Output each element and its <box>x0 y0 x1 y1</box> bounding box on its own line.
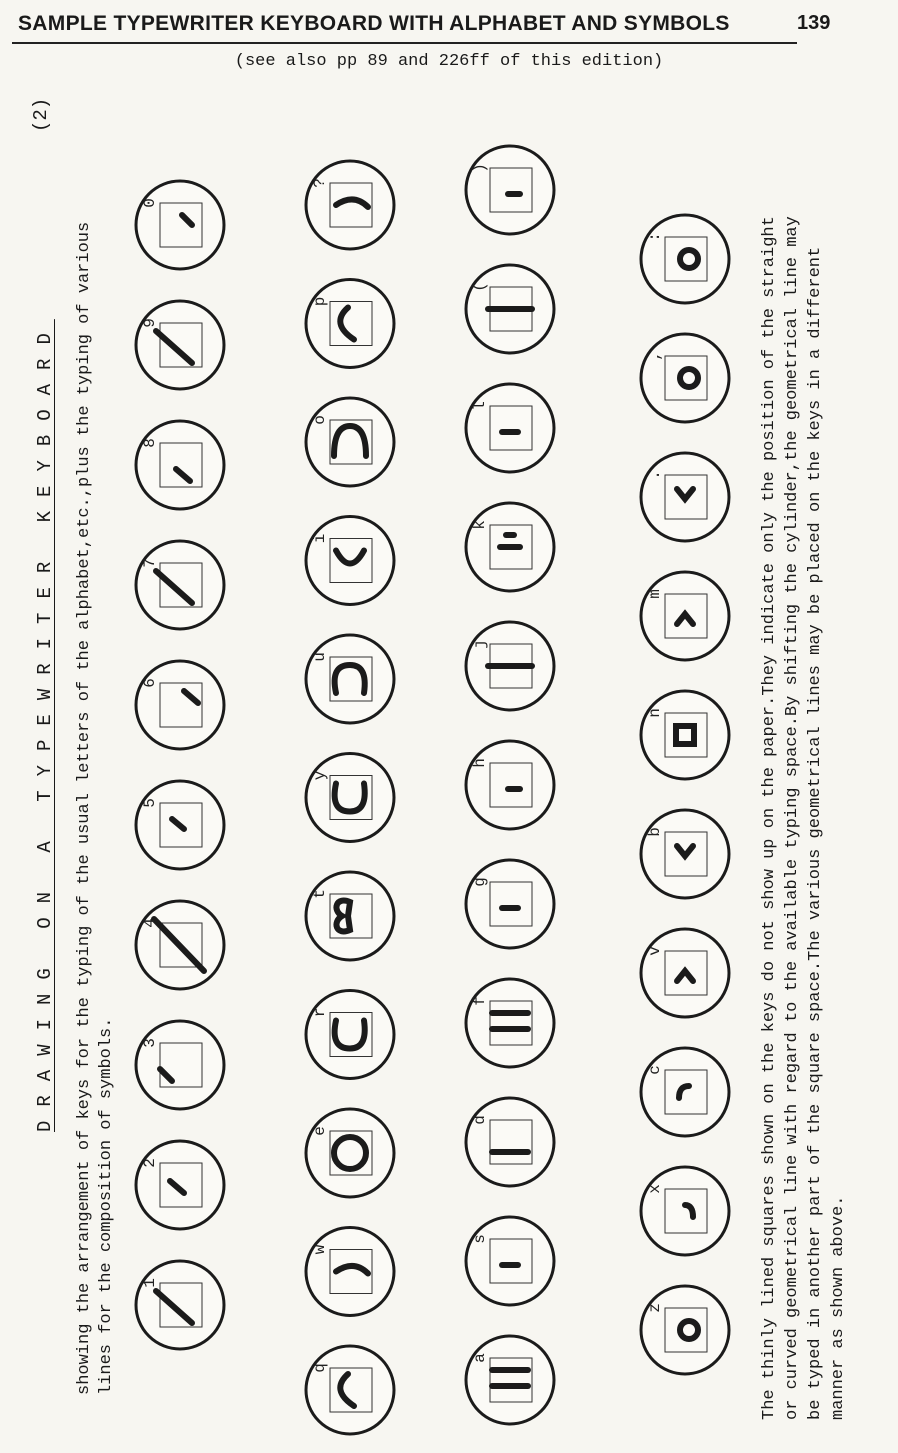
key-rim <box>136 301 224 389</box>
key-rim <box>306 161 394 249</box>
typewriter-key <box>306 635 394 723</box>
subtitle: (see also pp 89 and 226ff of this edition) <box>234 52 664 71</box>
key-rim <box>641 691 729 779</box>
key-rim <box>466 384 554 472</box>
key-character: 4 <box>141 918 160 928</box>
key-rim <box>466 741 554 829</box>
typewriter-key <box>306 161 394 249</box>
typewriter-key <box>136 301 224 389</box>
key-character: r <box>311 1007 330 1018</box>
footer-line-1: The thinly lined squares shown on the keys do not show up on the paper.They indicate only the position of the straight <box>760 216 779 1420</box>
key-character: j <box>471 639 490 649</box>
key-rim <box>136 421 224 509</box>
typewriter-key <box>136 541 224 629</box>
header-title: SAMPLE TYPEWRITER KEYBOARD WITH ALPHABET AND SYMBOLS <box>18 12 730 35</box>
key-character: u <box>311 652 330 662</box>
typewriter-key <box>306 398 394 486</box>
footer-line-3: be typed in another part of the square space.The various geometrical lines may be placed on the keys in a different <box>806 246 825 1420</box>
key-rim <box>466 979 554 1067</box>
typewriter-key <box>136 1021 224 1109</box>
typewriter-key <box>466 265 554 353</box>
key-rim <box>136 661 224 749</box>
key-rim <box>641 1167 729 1255</box>
key-character: a <box>471 1353 490 1363</box>
key-character: 9 <box>141 318 160 328</box>
typewriter-key <box>136 1141 224 1229</box>
key-rim <box>306 1346 394 1434</box>
key-rim <box>306 635 394 723</box>
typewriter-key <box>466 741 554 829</box>
key-rim <box>306 398 394 486</box>
typewriter-key <box>641 691 729 779</box>
typewriter-key <box>136 661 224 749</box>
typewriter-key <box>136 1261 224 1349</box>
typewriter-key <box>306 1109 394 1197</box>
typewriter-key <box>466 860 554 948</box>
typewriter-key <box>641 1286 729 1374</box>
typewriter-key <box>641 453 729 541</box>
key-character: t <box>311 889 330 899</box>
key-rim <box>466 1098 554 1186</box>
key-character: y <box>311 770 330 781</box>
typewriter-key <box>306 991 394 1079</box>
key-rim <box>641 1048 729 1136</box>
typewriter-key <box>641 1048 729 1136</box>
key-rim <box>466 1336 554 1424</box>
typewriter-key <box>641 1167 729 1255</box>
key-character: z <box>646 1303 665 1313</box>
key-rim <box>136 1261 224 1349</box>
key-character: 8 <box>141 438 160 448</box>
key-character: x <box>646 1184 665 1194</box>
key-rim <box>136 181 224 269</box>
key-rim <box>306 754 394 842</box>
typewriter-key <box>466 384 554 472</box>
typewriter-key <box>306 1228 394 1316</box>
drawing-title: DRAWING ON A TYPEWRITER KEYBOARD <box>34 319 56 1132</box>
key-character: b <box>646 827 665 837</box>
key-rim <box>466 1217 554 1305</box>
typewriter-key <box>136 781 224 869</box>
typewriter-key <box>466 979 554 1067</box>
typewriter-key <box>136 901 224 989</box>
key-rim <box>136 1141 224 1229</box>
typewriter-key <box>306 280 394 368</box>
key-character: c <box>646 1065 665 1075</box>
typewriter-key <box>136 421 224 509</box>
footer-line-2: or curved geometrical line with regard to the available typing space.By shifting the cylinder,the geometrical line may <box>783 216 802 1420</box>
typewriter-key <box>466 1336 554 1424</box>
key-character: 1 <box>141 1278 160 1288</box>
typewriter-key <box>466 622 554 710</box>
edition-marker: (2) <box>30 97 52 132</box>
key-character: o <box>311 415 330 425</box>
intro-line-1: showing the arrangement of keys for the typing of the usual letters of the alphabet,etc.,plus the typing of various <box>75 221 94 1395</box>
key-rim <box>306 991 394 1079</box>
key-character: p <box>311 296 330 307</box>
key-character: q <box>311 1363 330 1373</box>
typewriter-key <box>641 572 729 660</box>
key-character: 3 <box>141 1038 160 1048</box>
key-character: w <box>311 1244 330 1255</box>
key-character: : <box>646 232 665 242</box>
typewriter-key <box>641 334 729 422</box>
key-rim <box>306 280 394 368</box>
page-number: 139 <box>797 12 831 34</box>
key-character: g <box>471 877 490 887</box>
typewriter-key <box>466 1098 554 1186</box>
key-character: m <box>646 589 665 599</box>
key-rim <box>466 860 554 948</box>
typewriter-key <box>466 146 554 234</box>
key-character: f <box>471 996 490 1006</box>
key-character: 6 <box>141 678 160 688</box>
typewriter-key <box>306 754 394 842</box>
key-character: e <box>311 1126 330 1136</box>
key-character: 5 <box>141 798 160 808</box>
key-rim <box>136 1021 224 1109</box>
typewriter-key <box>641 810 729 898</box>
key-character: v <box>646 946 665 956</box>
typewriter-key <box>641 215 729 303</box>
key-rim <box>466 146 554 234</box>
footer-line-4: manner as shown above. <box>829 1195 848 1420</box>
key-rim <box>306 1228 394 1316</box>
key-character: ? <box>311 178 330 188</box>
key-character: k <box>471 520 490 530</box>
typewriter-key <box>136 181 224 269</box>
key-rim <box>136 541 224 629</box>
key-character: h <box>471 758 490 768</box>
typewriter-key <box>306 517 394 605</box>
key-character: i <box>311 533 330 544</box>
key-character: l <box>471 401 490 411</box>
key-rim <box>641 1286 729 1374</box>
key-character: , <box>646 351 665 361</box>
key-rim <box>306 1109 394 1197</box>
key-character: 7 <box>141 558 160 568</box>
key-character: 0 <box>141 198 160 208</box>
key-character: . <box>646 470 665 480</box>
key-rim <box>641 334 729 422</box>
typewriter-key <box>306 872 394 960</box>
key-character: d <box>471 1115 490 1125</box>
key-rim <box>641 215 729 303</box>
key-character: s <box>471 1234 490 1244</box>
typewriter-key <box>641 929 729 1017</box>
typewriter-key <box>306 1346 394 1434</box>
typewriter-key <box>466 503 554 591</box>
key-character: ( <box>471 282 490 292</box>
key-character: n <box>646 708 665 718</box>
key-character: ) <box>471 163 490 173</box>
key-character: 2 <box>141 1158 160 1168</box>
typewriter-key <box>466 1217 554 1305</box>
intro-line-2: lines for the composition of symbols. <box>97 1017 116 1395</box>
